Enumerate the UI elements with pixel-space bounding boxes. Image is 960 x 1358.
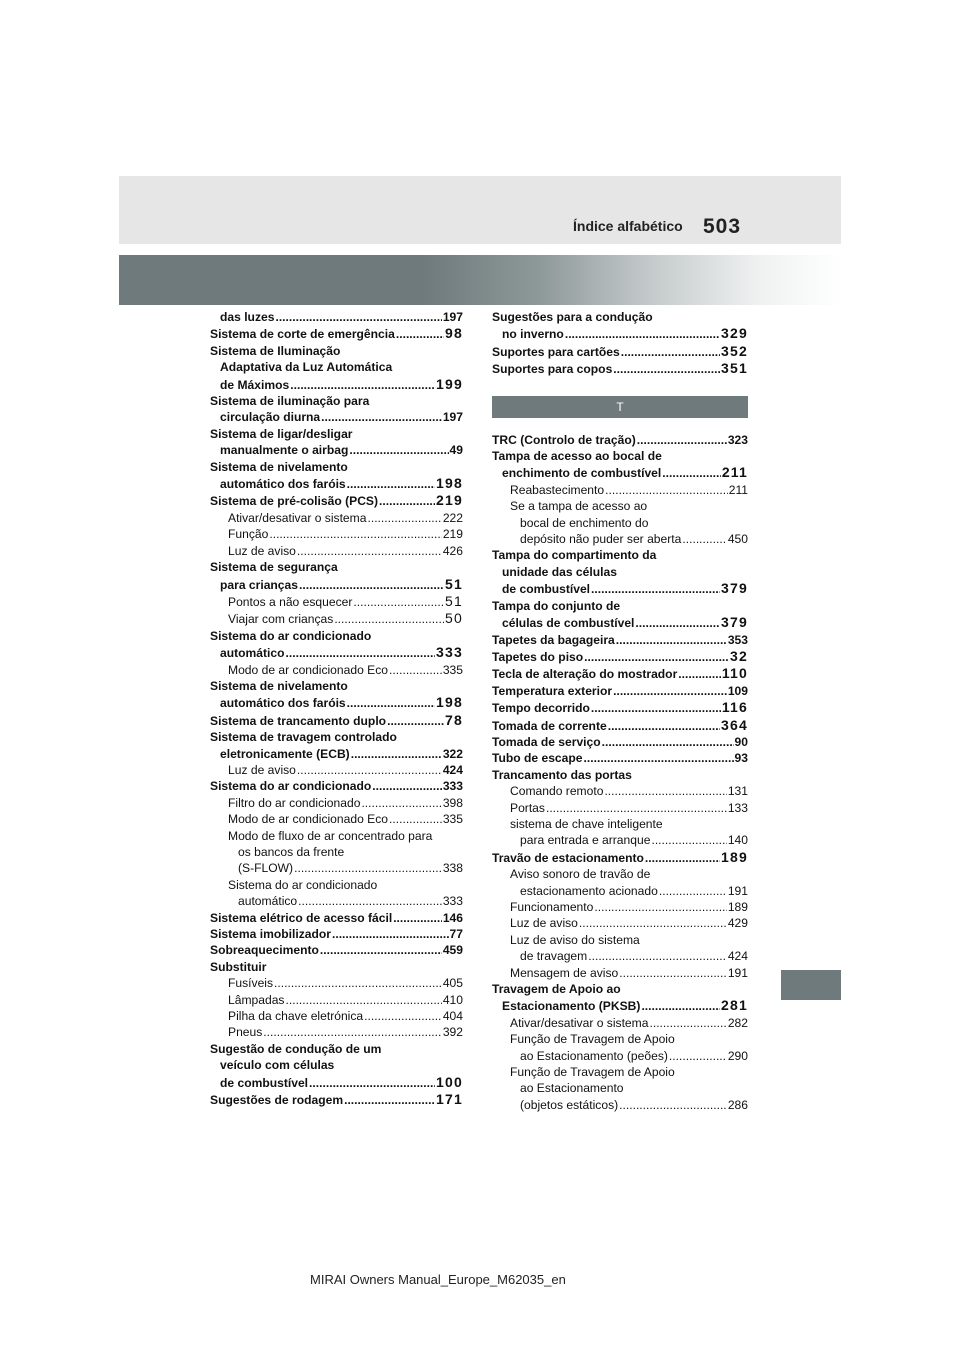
index-term: automático dos faróis — [220, 477, 346, 492]
index-entry — [210, 959, 463, 975]
index-subentry — [210, 593, 463, 610]
index-subentry — [210, 510, 463, 526]
index-term: Substituir — [210, 959, 267, 974]
page-reference: 100 — [436, 1073, 463, 1090]
page-reference: 351 — [721, 360, 748, 377]
index-entry — [492, 343, 748, 360]
page-reference: 133 — [727, 800, 748, 815]
page-reference: 290 — [727, 1048, 748, 1063]
index-entry — [210, 393, 463, 426]
index-term: para entrada e arranque — [520, 833, 651, 848]
index-subentry — [492, 800, 748, 816]
leader-dots — [274, 975, 442, 991]
index-entry — [210, 729, 463, 762]
leader-dots — [641, 998, 720, 1014]
footer-text: MIRAI Owners Manual_Europe_M62035_en — [310, 1272, 566, 1287]
index-term: Modo de ar condicionado Eco — [228, 812, 389, 827]
index-term: Sistema de travagem controlado — [210, 730, 397, 745]
index-term: veículo com células — [220, 1058, 335, 1073]
index-entry — [492, 849, 748, 866]
index-term: Mensagem de aviso — [510, 965, 619, 980]
leader-dots — [294, 860, 442, 876]
leader-dots — [635, 615, 720, 631]
leader-dots — [613, 361, 720, 377]
index-term: Suportes para cartões — [492, 344, 620, 359]
index-term: Sugestão de condução de um — [210, 1041, 382, 1056]
index-entry — [210, 459, 463, 493]
index-term: Função de Travagem de Apoio — [510, 1065, 675, 1080]
page-reference: 78 — [445, 711, 463, 728]
page-reference: 333 — [442, 894, 463, 909]
index-term: das luzes — [220, 310, 275, 324]
index-term: Travagem de Apoio ao — [492, 982, 621, 997]
section-thumb-tab — [781, 970, 841, 1000]
page-reference: 199 — [436, 375, 463, 392]
page-reference: 189 — [721, 848, 748, 865]
index-subentry — [492, 1031, 748, 1064]
page-reference: 329 — [721, 325, 748, 342]
index-subentry — [210, 795, 463, 811]
leader-dots — [351, 746, 442, 762]
index-term: Tubo de escape — [492, 751, 583, 766]
index-subentry — [210, 526, 463, 542]
leader-dots — [621, 344, 720, 360]
leader-dots — [604, 783, 726, 799]
page-reference: 110 — [721, 665, 748, 682]
index-term: Sistema elétrico de acesso fácil — [210, 910, 393, 925]
index-subentry — [492, 783, 748, 799]
index-term: automático dos faróis — [220, 696, 346, 711]
index-term: bocal de enchimento do — [520, 515, 649, 530]
leader-dots — [584, 649, 729, 665]
index-entry — [210, 778, 463, 794]
leader-dots — [565, 326, 720, 342]
page-reference: 109 — [727, 683, 748, 698]
index-term: (objetos estáticos) — [520, 1097, 619, 1112]
index-term: automático — [220, 646, 285, 661]
index-term: Portas — [510, 800, 545, 815]
page-reference: 335 — [442, 662, 463, 677]
index-subentry — [210, 828, 463, 877]
index-term: Sugestões para a condução — [492, 310, 653, 324]
index-term: para crianças — [220, 577, 298, 592]
page-reference: 50 — [445, 610, 463, 627]
page-reference: 98 — [445, 325, 463, 342]
index-subentry — [210, 877, 463, 910]
page-reference: 322 — [442, 746, 463, 761]
page-reference: 191 — [727, 883, 748, 898]
index-term: Luz de aviso do sistema — [510, 932, 640, 947]
index-term: Tempo decorrido — [492, 701, 590, 716]
page-reference: 405 — [442, 976, 463, 991]
page-reference: 426 — [442, 543, 463, 558]
index-subentry — [492, 965, 748, 981]
index-subentry — [492, 899, 748, 915]
index-term: eletronicamente (ECB) — [220, 746, 350, 761]
leader-dots — [332, 926, 449, 942]
index-term: Função de Travagem de Apoio — [510, 1032, 675, 1047]
index-entry — [210, 678, 463, 712]
index-subentry — [492, 1064, 748, 1113]
index-term: células de combustível — [502, 616, 635, 631]
index-term: de travagem — [520, 949, 588, 964]
index-term: Função — [228, 527, 269, 542]
page-reference: 116 — [721, 699, 748, 716]
index-subentry — [492, 816, 748, 849]
index-term: Modo de fluxo de ar concentrado para — [228, 828, 433, 843]
index-term: Sistema do ar condicionado — [228, 877, 378, 892]
index-term: manualmente o airbag — [220, 443, 349, 458]
page-reference: 459 — [442, 943, 463, 958]
page-reference: 131 — [727, 784, 748, 799]
leader-dots — [591, 700, 721, 716]
index-subentry — [210, 811, 463, 827]
index-term: Sistema de trancamento duplo — [210, 713, 387, 728]
index-entry — [210, 343, 463, 393]
index-term: Adaptativa da Luz Automática — [220, 360, 393, 375]
leader-dots — [605, 482, 728, 498]
leader-dots — [379, 493, 435, 509]
index-subentry — [210, 1024, 463, 1040]
index-entry — [492, 309, 748, 343]
index-entry — [210, 1091, 463, 1108]
index-entry — [210, 926, 463, 942]
index-entry — [210, 492, 463, 509]
index-term: Lâmpadas — [228, 992, 285, 1007]
index-entry — [492, 683, 748, 699]
page-reference: 352 — [721, 342, 748, 359]
page-reference: 333 — [436, 644, 463, 661]
index-subentry — [492, 866, 748, 899]
leader-dots — [334, 611, 444, 627]
index-term: Luz de aviso — [510, 916, 578, 931]
leader-dots — [619, 1097, 727, 1113]
index-term: Tampa do compartimento da — [492, 548, 657, 563]
index-term: Sistema de Iluminação — [210, 343, 341, 358]
index-entry — [492, 734, 748, 750]
leader-dots — [659, 883, 727, 899]
page-reference: 219 — [436, 492, 463, 509]
index-entry — [492, 448, 748, 482]
index-term: Sistema do ar condicionado — [210, 779, 372, 794]
leader-dots — [613, 683, 727, 699]
index-term: Sistema de iluminação para — [210, 394, 370, 409]
leader-dots — [361, 795, 441, 811]
leader-dots — [367, 510, 441, 526]
page-reference: 77 — [449, 927, 463, 942]
index-term: estacionamento acionado — [520, 883, 658, 898]
index-entry — [492, 750, 748, 766]
leader-dots — [353, 594, 444, 610]
index-term: Ativar/desativar o sistema — [228, 510, 367, 525]
page-reference: 281 — [721, 997, 748, 1014]
index-term: depósito não puder ser aberta — [520, 532, 682, 547]
index-entry — [210, 559, 463, 593]
index-subentry — [210, 610, 463, 627]
page-reference: 353 — [727, 632, 748, 647]
index-entry — [492, 717, 748, 734]
index-term: Sistema de nivelamento — [210, 678, 348, 693]
index-entry — [492, 432, 748, 448]
page-reference: 51 — [445, 592, 463, 609]
leader-dots — [321, 409, 442, 425]
index-term: Trancamento das portas — [492, 767, 632, 782]
leader-dots — [263, 1024, 442, 1040]
leader-dots — [602, 734, 734, 750]
page-reference: 191 — [727, 965, 748, 980]
index-term: unidade das células — [502, 564, 617, 579]
index-entry — [492, 648, 748, 665]
index-term: Sistema do ar condicionado — [210, 628, 372, 643]
page-reference: 189 — [727, 900, 748, 914]
index-term: Sistema imobilizador — [210, 927, 331, 942]
leader-dots — [347, 695, 435, 711]
page-reference: 211 — [721, 464, 748, 481]
index-entry — [492, 547, 748, 597]
leader-dots — [309, 1075, 435, 1091]
index-entry — [210, 942, 463, 958]
page-reference: 424 — [727, 949, 748, 964]
index-term: ao Estacionamento — [520, 1081, 624, 1096]
page-reference: 171 — [436, 1091, 463, 1108]
index-subentry — [210, 762, 463, 778]
leader-dots — [396, 326, 444, 342]
index-term: Funcionamento — [510, 900, 594, 914]
index-term: Luz de aviso — [228, 543, 296, 558]
leader-dots — [682, 531, 726, 547]
leader-dots — [290, 377, 435, 393]
index-term: Sistema de nivelamento — [210, 459, 348, 474]
leader-dots — [619, 965, 727, 981]
page-reference: 49 — [449, 443, 463, 458]
page-reference: 338 — [442, 861, 463, 876]
index-subentry — [210, 1008, 463, 1024]
page-reference: 197 — [442, 410, 463, 425]
index-term: TRC (Controlo de tração) — [492, 432, 636, 447]
index-term: Tomada de corrente — [492, 718, 607, 733]
leader-dots — [662, 465, 721, 481]
index-term: circulação diurna — [220, 410, 321, 425]
leader-dots — [645, 850, 720, 866]
leader-dots — [546, 800, 727, 816]
page-reference: 282 — [727, 1015, 748, 1030]
page-reference: 198 — [436, 694, 463, 711]
page-reference: 197 — [442, 310, 463, 324]
page-reference: 286 — [727, 1097, 748, 1112]
index-entry — [210, 309, 463, 325]
leader-dots — [591, 581, 720, 597]
index-subentry — [492, 482, 748, 498]
index-term: Suportes para copos — [492, 362, 613, 377]
index-term: Sistema de corte de emergência — [210, 327, 395, 342]
index-term: Ativar/desativar o sistema — [510, 1015, 649, 1030]
leader-dots — [393, 910, 442, 926]
page-reference: 429 — [727, 916, 748, 931]
page-reference: 198 — [436, 475, 463, 492]
page-reference: 335 — [442, 812, 463, 827]
page-reference: 93 — [734, 751, 748, 766]
leader-dots — [387, 713, 444, 729]
leader-dots — [299, 577, 444, 593]
page-reference: 392 — [442, 1025, 463, 1040]
index-subentry — [492, 1015, 748, 1031]
page-reference: 140 — [727, 833, 748, 848]
index-term: Filtro do ar condicionado — [228, 795, 361, 810]
index-term: Temperatura exterior — [492, 683, 613, 698]
leader-dots — [588, 948, 727, 964]
index-term: automático — [238, 894, 298, 909]
index-term: Sistema de segurança — [210, 560, 338, 575]
index-term: Sugestões de rodagem — [210, 1093, 344, 1108]
index-term: de combustível — [502, 582, 591, 597]
index-entry — [210, 426, 463, 459]
index-term: ao Estacionamento (peões) — [520, 1048, 668, 1063]
index-subentry — [492, 915, 748, 931]
index-term: Estacionamento (PKSB) — [502, 999, 641, 1014]
index-term: os bancos da frente — [238, 845, 345, 859]
page-reference: 379 — [721, 614, 748, 631]
page-reference: 219 — [442, 527, 463, 542]
page-reference: 90 — [734, 734, 748, 749]
leader-dots — [579, 915, 727, 931]
leader-dots — [297, 762, 442, 778]
page-reference: 51 — [445, 575, 463, 592]
page-number: 503 — [703, 215, 742, 238]
page-reference: 364 — [721, 716, 748, 733]
leader-dots — [594, 899, 726, 915]
leader-dots — [669, 1048, 727, 1064]
page-reference: 424 — [442, 762, 463, 777]
gradient-band — [119, 255, 841, 305]
page-reference: 410 — [442, 992, 463, 1007]
page-reference: 398 — [442, 795, 463, 810]
leader-dots — [286, 645, 436, 661]
index-term: Tampa do conjunto de — [492, 598, 621, 613]
leader-dots — [389, 811, 442, 827]
page-reference: 146 — [442, 910, 463, 925]
leader-dots — [269, 526, 441, 542]
index-subentry — [492, 498, 748, 547]
index-term: de Máximos — [220, 377, 290, 392]
index-subentry — [210, 992, 463, 1008]
index-entry — [492, 767, 748, 783]
leader-dots — [347, 476, 435, 492]
index-column-right — [492, 309, 748, 1113]
page-reference: 450 — [727, 532, 748, 547]
index-subentry — [492, 932, 748, 965]
index-term: Reabastecimento — [510, 482, 605, 497]
page-reference: 379 — [721, 580, 748, 597]
leader-dots — [344, 1092, 435, 1108]
index-term: de combustível — [220, 1075, 309, 1090]
index-term: Comando remoto — [510, 784, 604, 799]
leader-dots — [584, 750, 734, 766]
leader-dots — [349, 442, 448, 458]
index-subentry — [210, 975, 463, 991]
index-subentry — [210, 543, 463, 559]
leader-dots — [275, 309, 441, 325]
index-term: Pilha da chave eletrónica — [228, 1009, 364, 1024]
leader-dots — [651, 832, 726, 848]
index-term: Se a tampa de acesso ao — [510, 499, 648, 514]
leader-dots — [678, 666, 721, 682]
index-term: Tomada de serviço — [492, 734, 601, 749]
index-term: Travão de estacionamento — [492, 850, 644, 865]
index-entry — [492, 699, 748, 716]
leader-dots — [285, 992, 441, 1008]
index-term: Pontos a não esquecer — [228, 594, 353, 609]
leader-dots — [320, 942, 442, 958]
leader-dots — [372, 778, 442, 794]
index-term: Sistema de pré-colisão (PCS) — [210, 494, 379, 509]
page-reference: 222 — [442, 510, 463, 525]
index-column-left — [210, 309, 463, 1109]
page-reference: 211 — [728, 482, 748, 497]
index-entry — [492, 665, 748, 682]
page-reference: 333 — [442, 779, 463, 794]
index-entry — [492, 598, 748, 632]
index-subentry — [210, 662, 463, 678]
index-term: no inverno — [502, 327, 564, 342]
index-term: Fusíveis — [228, 976, 274, 991]
section-header-t: T — [492, 396, 748, 418]
index-entry — [210, 712, 463, 729]
index-term: (S-FLOW) — [238, 861, 294, 876]
page-reference: 323 — [727, 432, 748, 447]
page-title: Índice alfabético — [573, 218, 683, 234]
index-term: Sobreaquecimento — [210, 943, 319, 958]
leader-dots — [298, 893, 442, 909]
leader-dots — [649, 1015, 726, 1031]
page-reference: 404 — [442, 1009, 463, 1024]
page-reference: 32 — [730, 647, 748, 664]
index-entry — [210, 1041, 463, 1091]
index-term: sistema de chave inteligente — [510, 816, 663, 831]
index-entry — [492, 981, 748, 1015]
leader-dots — [608, 718, 720, 734]
index-entry — [210, 325, 463, 342]
index-term: Tapetes da bagageira — [492, 632, 615, 647]
leader-dots — [389, 662, 442, 678]
index-term: Viajar com crianças — [228, 612, 334, 627]
index-term: Tecla de alteração do mostrador — [492, 667, 678, 682]
index-term: Aviso sonoro de travão de — [510, 867, 651, 882]
index-entry — [492, 632, 748, 648]
index-entry — [210, 628, 463, 662]
index-entry — [492, 360, 748, 377]
index-term: Modo de ar condicionado Eco — [228, 662, 389, 677]
index-term: Sistema de ligar/desligar — [210, 426, 353, 441]
leader-dots — [616, 632, 727, 648]
index-entry — [210, 910, 463, 926]
leader-dots — [637, 432, 727, 448]
index-term: enchimento de combustível — [502, 466, 662, 481]
index-term: Luz de aviso — [228, 762, 296, 777]
index-term: Tapetes do piso — [492, 649, 584, 664]
leader-dots — [364, 1008, 442, 1024]
leader-dots — [297, 543, 442, 559]
index-term: Pneus — [228, 1025, 263, 1040]
index-term: Tampa de acesso ao bocal de — [492, 449, 662, 464]
